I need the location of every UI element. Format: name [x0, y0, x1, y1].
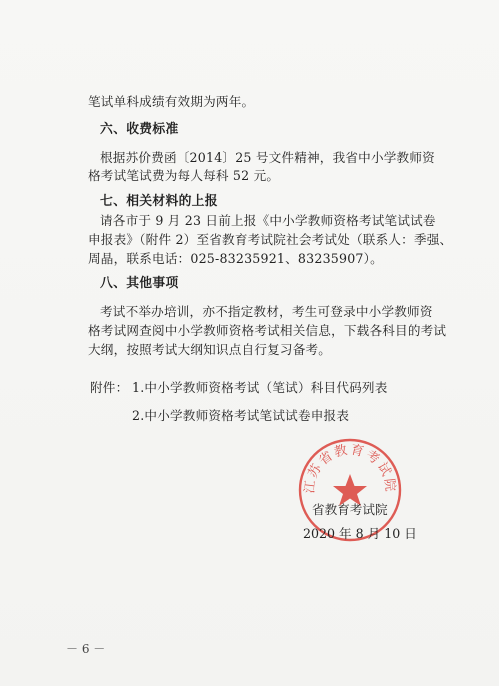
- signature-organization: 省教育考试院: [312, 502, 388, 517]
- paragraph-fee-line2: 格考试笔试费为每人每科 52 元。: [88, 168, 280, 183]
- paragraph-other-line1: 考试不举办培训，亦不指定教材，考生可登录中小学教师资: [100, 304, 433, 319]
- heading-other: 八、其他事项: [100, 276, 179, 291]
- seal-text: 江苏省教育考试院: [302, 442, 398, 495]
- attachment-label: 附件：: [90, 380, 129, 395]
- attachment-item-2: 2.中小学教师资格考试笔试试卷申报表: [132, 408, 350, 423]
- paragraph-report-line3: 周晶，联系电话：025-83235921、83235907）。: [88, 251, 383, 266]
- page-number: － 6 －: [66, 642, 106, 656]
- attachment-item-1: 1.中小学教师资格考试（笔试）科目代码列表: [132, 380, 388, 395]
- paragraph-report-line2: 申报表》（附件 2）至省教育考试院社会考试处（联系人：季强、: [88, 232, 453, 247]
- heading-materials: 七、相关材料的上报: [100, 194, 218, 209]
- signature-date: 2020 年 8 月 10 日: [303, 526, 417, 541]
- paragraph-report-line1: 请各市于 9 月 23 日前上报《中小学教师资格考试笔试试卷: [100, 213, 436, 228]
- heading-fee-standard: 六、收费标准: [100, 122, 179, 137]
- paragraph-other-line3: 大纲，按照考试大纲知识点自行复习备考。: [88, 342, 332, 357]
- paragraph-validity: 笔试单科成绩有效期为两年。: [88, 94, 255, 109]
- paragraph-fee-line1: 根据苏价费函〔2014〕25 号文件精神，我省中小学教师资: [100, 150, 435, 165]
- paragraph-other-line2: 格考试网查阅中小学教师资格考试相关信息，下载各科目的考试: [88, 323, 447, 338]
